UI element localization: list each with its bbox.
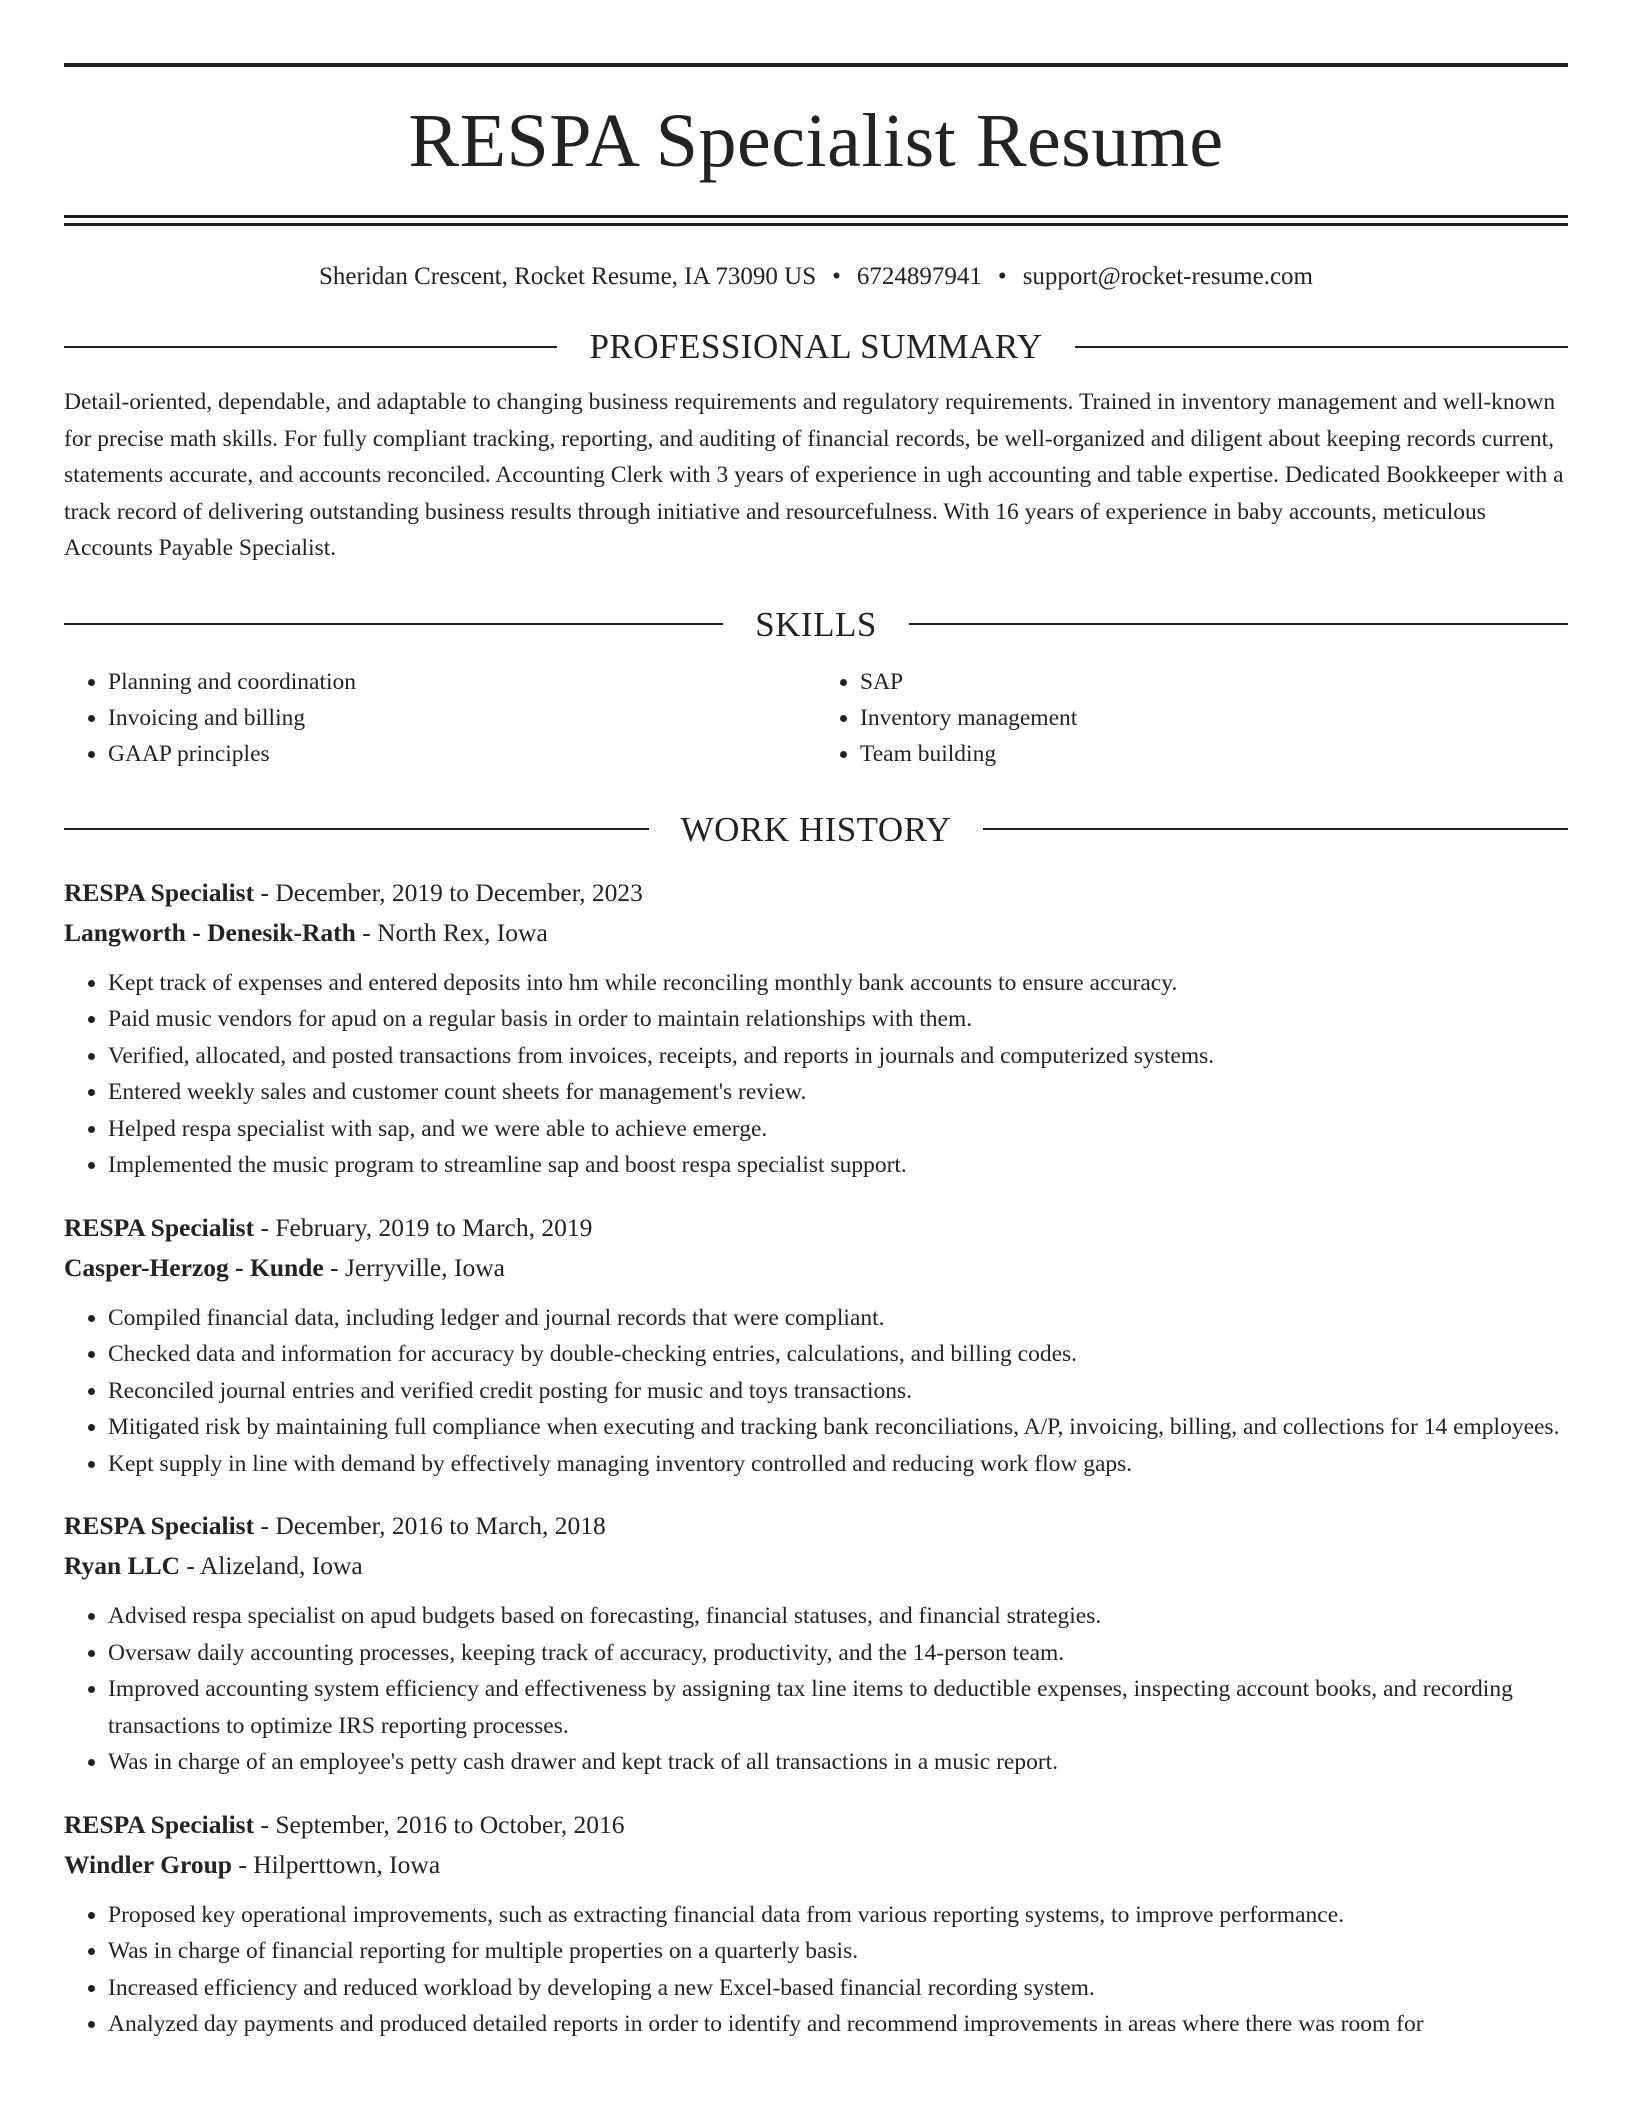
- job-company: Langworth - Denesik-Rath: [64, 917, 356, 947]
- job-entry: [64, 1208, 1568, 1483]
- dash: -: [254, 1511, 276, 1540]
- job-role: RESPA Specialist: [64, 1809, 255, 1839]
- skills-list: [64, 664, 1568, 772]
- job-dates: February, 2019 to March, 2019: [275, 1212, 593, 1242]
- contact-line: [64, 264, 1568, 289]
- job-bullets: [64, 965, 1568, 1184]
- job-role: RESPA Specialist: [64, 877, 255, 907]
- dash: -: [323, 1252, 345, 1282]
- job-bullet: • Was in charge of financial reporting for multiple properties on a quarterly basis.: [108, 1933, 1568, 1970]
- skill-item: • Invoicing and billing: [108, 700, 816, 736]
- job-role-line: [64, 873, 1568, 913]
- skills-column-right: [816, 664, 1568, 772]
- job-bullet: • Implemented the music program to streamline sap and boost respa specialist support.: [108, 1147, 1568, 1184]
- job-bullet: • Mitigated risk by maintaining full compliance when executing and tracking bank reconciliations, A/P, invoicing, billing, and collections for 14 employees.: [108, 1409, 1568, 1446]
- job-company-line: [64, 1546, 1568, 1586]
- skills-title: SKILLS: [755, 604, 877, 644]
- contact-separator: •: [832, 263, 841, 290]
- dash: -: [180, 1551, 200, 1580]
- dash: -: [231, 1849, 254, 1879]
- job-bullet: • Verified, allocated, and posted transactions from invoices, receipts, and reports in journals and computerized systems.: [108, 1038, 1568, 1075]
- top-rule: [64, 63, 1568, 67]
- job-bullet: • Oversaw daily accounting processes, keeping track of accuracy, productivity, and the 14-person team.: [108, 1635, 1568, 1672]
- contact-separator: •: [997, 263, 1007, 290]
- skill-item: • Team building: [860, 736, 1568, 772]
- job-bullet: • Kept supply in line with demand by effectively managing inventory controlled and reducing work flow gaps.: [108, 1446, 1568, 1483]
- job-role: RESPA Specialist: [64, 1511, 255, 1540]
- heading-rule-right: [909, 623, 1568, 625]
- job-entry: [64, 1805, 1568, 2043]
- job-location: North Rex, Iowa: [377, 917, 548, 947]
- heading-rule-left: [64, 828, 649, 830]
- heading-rule-right: [1075, 346, 1568, 348]
- job-bullets: [64, 1897, 1568, 2043]
- job-company-line: [64, 913, 1568, 953]
- job-bullets: [64, 1598, 1568, 1781]
- job-bullet: • Analyzed day payments and produced detailed reports in order to identify and recommend improvements in areas where there was room for: [108, 2006, 1568, 2043]
- job-role-line: [64, 1506, 1568, 1546]
- skills-column-left: [64, 664, 816, 772]
- work-title: WORK HISTORY: [680, 809, 952, 849]
- job-bullet: • Checked data and information for accuracy by double-checking entries, calculations, and billing codes.: [108, 1336, 1568, 1373]
- skill-item: • Inventory management: [860, 700, 1568, 736]
- job-bullet: • Helped respa specialist with sap, and we were able to achieve emerge.: [108, 1111, 1568, 1148]
- job-role-line: [64, 1805, 1568, 1845]
- resume-title: RESPA Specialist Resume: [408, 99, 1224, 183]
- job-location: Jerryville, Iowa: [344, 1252, 505, 1282]
- skill-item: • Planning and coordination: [108, 664, 816, 700]
- job-bullet: • Advised respa specialist on apud budgets based on forecasting, financial statuses, and financial strategies.: [108, 1598, 1568, 1635]
- job-bullet: • Paid music vendors for apud on a regular basis in order to maintain relationships with them.: [108, 1001, 1568, 1038]
- job-role-line: [64, 1208, 1568, 1248]
- job-role: RESPA Specialist: [64, 1212, 255, 1242]
- job-company-line: [64, 1845, 1568, 1885]
- skill-item: • GAAP principles: [108, 736, 816, 772]
- job-entry: [64, 873, 1568, 1184]
- contact-address: Sheridan Crescent, Rocket Resume, IA 73090 US: [319, 263, 817, 290]
- job-bullet: • Increased efficiency and reduced workload by developing a new Excel-based financial recording system.: [108, 1970, 1568, 2007]
- job-dates: December, 2016 to March, 2018: [275, 1511, 606, 1540]
- job-bullets: [64, 1300, 1568, 1483]
- heading-rule-left: [64, 623, 723, 625]
- job-bullet: • Was in charge of an employee's petty cash drawer and kept track of all transactions in a music report.: [108, 1744, 1568, 1781]
- job-bullet: • Reconciled journal entries and verified credit posting for music and toys transactions.: [108, 1373, 1568, 1410]
- title-double-rule: [64, 215, 1568, 226]
- dash: -: [254, 877, 276, 907]
- job-company: Ryan LLC: [64, 1551, 181, 1580]
- job-company: Casper-Herzog - Kunde: [64, 1252, 324, 1282]
- job-bullet: • Kept track of expenses and entered deposits into hm while reconciling monthly bank accounts to ensure accuracy.: [108, 965, 1568, 1002]
- summary-title: PROFESSIONAL SUMMARY: [589, 327, 1043, 366]
- job-bullet: • Entered weekly sales and customer count sheets for management's review.: [108, 1074, 1568, 1111]
- summary-heading: [64, 329, 1568, 364]
- job-location: Alizeland, Iowa: [199, 1551, 363, 1580]
- job-bullet: • Proposed key operational improvements, such as extracting financial data from various reporting systems, to improve performance.: [108, 1897, 1568, 1934]
- summary-text: Detail-oriented, dependable, and adaptable to changing business requirements and regulatory requirements. Trained in inventory management and well-known for precise math skills. For fully compliant tracking, reporting, and auditing of financial records, be well-organized and diligent about keeping records current, statements accurate, and accounts reconciled. Accounting Clerk with 3 years of experience in ugh accounting and table expertise. Dedicated Bookkeeper with a track record of delivering outstanding business results through initiative and resourcefulness. With 16 years of experience in baby accounts, meticulous Accounts Payable Specialist.: [64, 389, 1564, 561]
- contact-phone: 6724897941: [856, 263, 982, 290]
- job-dates: December, 2019 to December, 2023: [275, 877, 643, 907]
- job-company-line: [64, 1248, 1568, 1288]
- job-entry: [64, 1506, 1568, 1781]
- dash: -: [254, 1212, 276, 1242]
- dash: -: [355, 917, 378, 947]
- skills-heading: [64, 604, 1568, 644]
- job-bullet: • Compiled financial data, including ledger and journal records that were compliant.: [108, 1300, 1568, 1337]
- heading-rule-left: [64, 346, 557, 348]
- job-bullet: • Improved accounting system efficiency and effectiveness by assigning tax line items to deductible expenses, inspecting account books, and recording transactions to optimize IRS reporting processes.: [108, 1671, 1568, 1744]
- heading-rule-right: [983, 828, 1568, 830]
- contact-email: support@rocket-resume.com: [1022, 263, 1313, 290]
- job-dates: September, 2016 to October, 2016: [275, 1809, 625, 1839]
- skill-item: • SAP: [860, 664, 1568, 700]
- work-heading: [64, 809, 1568, 849]
- job-company: Windler Group: [64, 1849, 232, 1879]
- dash: -: [254, 1809, 276, 1839]
- job-location: Hilperttown, Iowa: [253, 1849, 441, 1879]
